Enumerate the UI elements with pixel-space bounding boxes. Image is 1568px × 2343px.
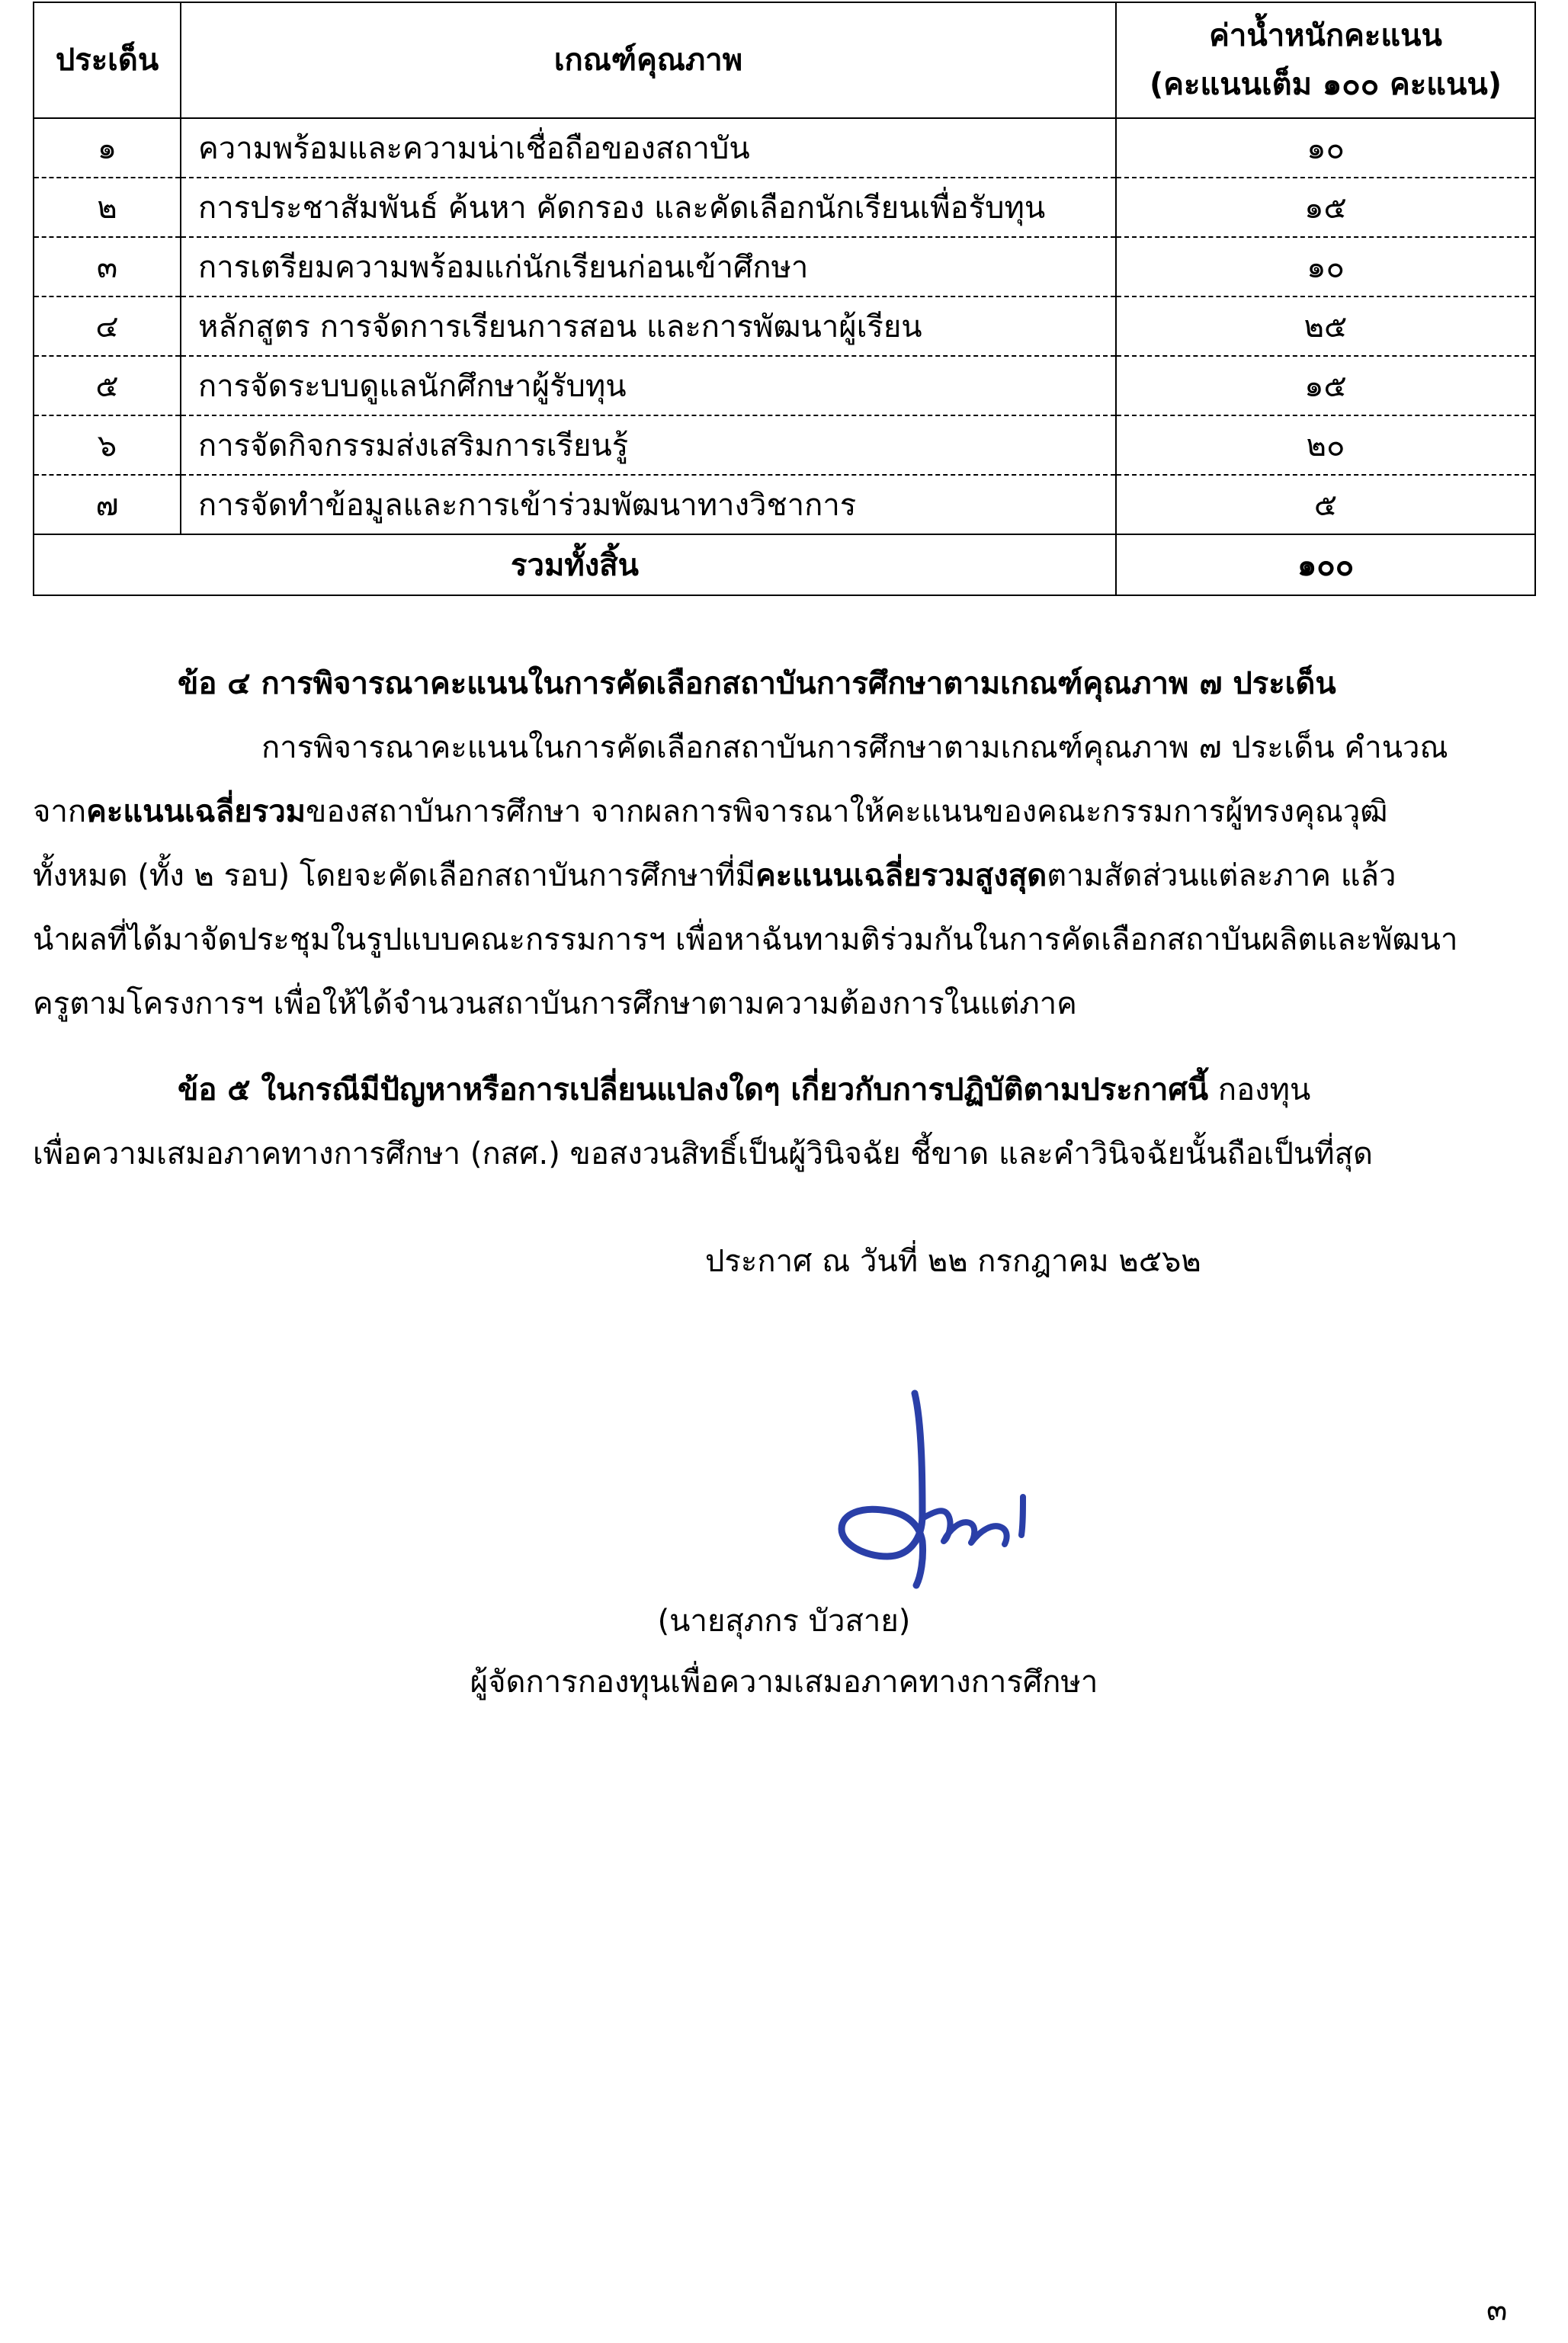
header-weight xyxy=(1116,2,1535,118)
section4-line2 xyxy=(33,780,1519,844)
section4-line3 xyxy=(33,844,1519,908)
row-criteria: การจัดระบบดูแลนักศึกษาผู้รับทุน xyxy=(181,356,1116,415)
row-score: ๑๐ xyxy=(1116,237,1535,296)
row-number: ๑ xyxy=(34,118,181,178)
row-criteria: การเตรียมความพร้อมแก่นักเรียนก่อนเข้าศึกษา xyxy=(181,237,1116,296)
section4-line3-c: ตามสัดส่วนแต่ละภาค แล้ว xyxy=(1047,858,1396,893)
row-score: ๒๕ xyxy=(1116,296,1535,356)
row-number: ๗ xyxy=(34,475,181,534)
row-number: ๕ xyxy=(34,356,181,415)
table-row xyxy=(34,356,1535,415)
section5-heading: ข้อ ๕ ในกรณีมีปัญหาหรือการเปลี่ยนแปลงใดๆ เกี่ยวกับการปฏิบัติตามประกาศนี้ xyxy=(178,1072,1209,1107)
signer-name: (นายสุภกร บัวสาย) xyxy=(657,1604,911,1639)
section5-line1 xyxy=(33,1058,1519,1122)
table-row xyxy=(34,237,1535,296)
row-criteria: การประชาสัมพันธ์ ค้นหา คัดกรอง และคัดเลือกนักเรียนเพื่อรับทุน xyxy=(181,178,1116,237)
header-issue: ประเด็น xyxy=(34,2,181,118)
signature-image xyxy=(808,1380,1060,1593)
table-row xyxy=(34,296,1535,356)
section5-line1-rest: กองทุน xyxy=(1208,1072,1311,1107)
row-number: ๖ xyxy=(34,415,181,475)
row-criteria: ความพร้อมและความน่าเชื่อถือของสถาบัน xyxy=(181,118,1116,178)
section4-block xyxy=(33,652,1519,1036)
table-row xyxy=(34,475,1535,534)
table-total-row xyxy=(34,534,1535,595)
section4-heading: ข้อ ๔ การพิจารณาคะแนนในการคัดเลือกสถาบันการศึกษาตามเกณฑ์คุณภาพ ๗ ประเด็น xyxy=(178,666,1336,701)
signer-position: ผู้จัดการกองทุนเพื่อความเสมอภาคทางการศึกษา xyxy=(470,1665,1098,1700)
section4-line2-a: จาก xyxy=(33,794,87,829)
table-row xyxy=(34,178,1535,237)
section4-line2-bold: คะแนนเฉลี่ยรวม xyxy=(86,794,306,829)
row-criteria: หลักสูตร การจัดการเรียนการสอน และการพัฒนาผู้เรียน xyxy=(181,296,1116,356)
table-header-row xyxy=(34,2,1535,118)
row-criteria: การจัดทำข้อมูลและการเข้าร่วมพัฒนาทางวิชาการ xyxy=(181,475,1116,534)
section4-line3-bold: คะแนนเฉลี่ยรวมสูงสุด xyxy=(755,858,1047,893)
section4-line2-c: ของสถาบันการศึกษา จากผลการพิจารณาให้คะแนนของคณะกรรมการผู้ทรงคุณวุฒิ xyxy=(306,794,1388,829)
row-number: ๔ xyxy=(34,296,181,356)
table-row xyxy=(34,118,1535,178)
section4-line4: นำผลที่ได้มาจัดประชุมในรูปแบบคณะกรรมการฯ เพื่อหาฉันทามติร่วมกันในการคัดเลือกสถาบันผลิตและพัฒนา xyxy=(33,922,1458,957)
section5-line2: เพื่อความเสมอภาคทางการศึกษา (กสศ.) ขอสงวนสิทธิ์เป็นผู้วินิจฉัย ชี้ขาด และคำวินิจฉัยนั้นถือเป็นที่สุด xyxy=(33,1136,1373,1172)
header-criteria: เกณฑ์คุณภาพ xyxy=(181,2,1116,118)
section4-line3-a: ทั้งหมด (ทั้ง ๒ รอบ) โดยจะคัดเลือกสถาบันการศึกษาที่มี xyxy=(33,858,755,893)
row-score: ๑๕ xyxy=(1116,178,1535,237)
row-score: ๕ xyxy=(1116,475,1535,534)
row-number: ๒ xyxy=(34,178,181,237)
section4-line1: การพิจารณาคะแนนในการคัดเลือกสถาบันการศึกษาตามเกณฑ์คุณภาพ ๗ ประเด็น คำนวณ xyxy=(261,730,1448,765)
total-label: รวมทั้งสิ้น xyxy=(34,534,1116,595)
row-number: ๓ xyxy=(34,237,181,296)
row-criteria: การจัดกิจกรรมส่งเสริมการเรียนรู้ xyxy=(181,415,1116,475)
row-score: ๑๕ xyxy=(1116,356,1535,415)
table-row xyxy=(34,415,1535,475)
criteria-table xyxy=(33,2,1536,596)
total-score: ๑๐๐ xyxy=(1116,534,1535,595)
row-score: ๒๐ xyxy=(1116,415,1535,475)
header-weight-line2: (คะแนนเต็ม ๑๐๐ คะแนน) xyxy=(1149,67,1502,102)
section5-block xyxy=(33,1058,1519,1186)
announcement-date: ประกาศ ณ วันที่ ๒๒ กรกฎาคม ๒๕๖๒ xyxy=(705,1244,1201,1279)
header-weight-line1: ค่าน้ำหนักคะแนน xyxy=(1209,18,1442,53)
section4-line5: ครูตามโครงการฯ เพื่อให้ได้จำนวนสถาบันการศึกษาตามความต้องการในแต่ภาค xyxy=(33,986,1077,1021)
row-score: ๑๐ xyxy=(1116,118,1535,178)
page-number: ๓ xyxy=(1486,2293,1508,2328)
